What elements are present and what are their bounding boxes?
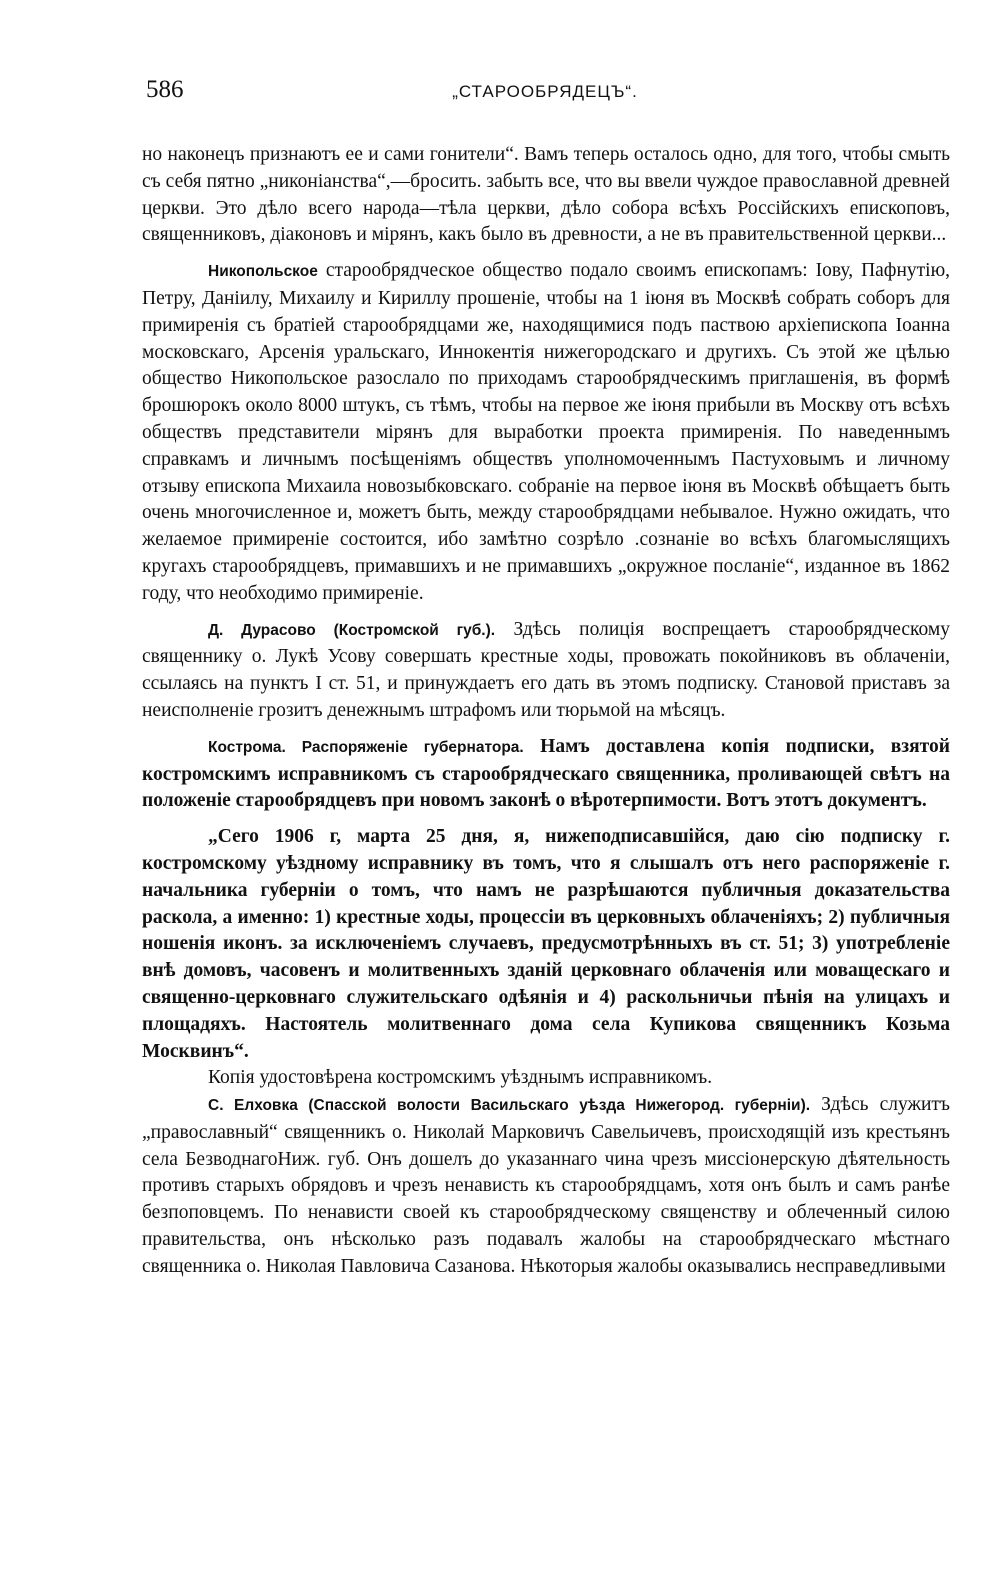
paragraph-text: Здѣсь служитъ „православный“ священникъ о. Николай Марковичъ Савельичевъ, происходящій изъ крестьянъ села БезводнагоНиж. губ. Онъ дошелъ до указаннаго чина чрезъ миссіонерскую дѣятельность противъ старыхъ обрядовъ и чрезъ ненависть къ старообрядцамъ, хотя онъ былъ и самъ ранѣе безпоповцемъ. По ненависти своей къ старообрядческому священству и облеченный силою правительства, онъ нѣсколько разъ подавалъ жалобы на старообрядческаго мѣстнаго священника о. Николая Павловича Сазанова. Нѣкоторыя жалобы оказывались несправедливыми [142,1094,951,1277]
paragraph-durasovo [142,617,950,725]
article-body [142,142,950,1281]
page-header [140,76,950,116]
paragraph-text: Копія удостовѣрена костромскимъ уѣзднымъ исправникомъ. [208,1067,713,1089]
paragraph-text: „Сего 1906 г, марта 25 дня, я, нижеподписавшійся, даю сію подписку г. костромскому уѣздному исправнику въ томъ, что я слышалъ отъ него распоряженіе г. начальника губерніи о томъ, что намъ не разрѣшаются публичныя доказательства раскола, а именно: 1) крестные ходы, процессіи въ церковныхъ облаченіяхъ; 2) публичныя ношенія иконъ. за исключеніемъ случаевъ, предусмотрѣнныхъ въ ст. 51; 3) употребленіе внѣ домовъ, часовенъ и молитвенныхъ зданій церковнаго облаченія или моващескаго и священно-церковнаго служительскаго одѣянія и 4) раскольничьи пѣнія на улицахъ и площадяхъ. Настоятель молитвеннаго дома села Купикова священникъ Козьма Москвинъ“. [142,826,950,1062]
paragraph-nikopol [142,258,950,607]
paragraph-text: но наконецъ признаютъ ее и сами гонители“. Вамъ теперь осталось одно, для того, чтобы смыть съ себя пятно „никоніанства“,—бросить. забыть все, что вы ввели чуждое православной древней церкви. Это дѣло всего народа—тѣла церкви, дѣло собора всѣхъ Россійскихъ епископовъ, священниковъ, діаконовъ и міpянъ, какъ было въ древности, а не въ правительственной церкви... [142,144,950,246]
paragraph-elkhovka [142,1092,950,1281]
paragraph-text: Намъ доставлена копія подписки, взятой костромскимъ исправникомъ съ старообрядческаго священника, проливающей свѣтъ на положеніе старообрядцевъ при новомъ законѣ о вѣротерпимости. Вотъ этотъ документъ. [142,735,950,812]
paragraph-certification [142,1065,950,1092]
running-title: „СТАРООБРЯДЕЦЪ“. [452,82,638,101]
paragraph-lead-in: Кострома. Распоряженіе губернатора. [208,738,524,756]
paragraph-continuation [142,142,950,249]
paragraph-lead-in: Никопольское [208,263,318,281]
paragraph-kostroma [142,734,950,815]
paragraph-document-quote [142,824,950,1065]
page-number: 586 [146,76,184,103]
paragraph-lead-in: Д. Дурасово (Костромской губ.). [208,621,496,639]
paragraph-lead-in: С. Елховка (Спасской волости Васильскаго уѣзда Нижегород. губерніи). [208,1097,811,1115]
paragraph-text: старообрядческое общество подало своимъ епископамъ: Іову, Пафнутію, Петру, Даніилу, Михаилу и Кириллу прошеніе, чтобы на 1 іюня въ Москвѣ собрать соборъ для примиренія съ братіей старообрядцами же, находящимися подъ паствою архіепископа Іоанна московскаго, Арсенія уральскаго, Иннокентія нижегородскаго и другихъ. Съ этой же цѣлью общество Никопольское разослало по приходамъ старообрядческимъ приглашенія, въ формѣ брошюрокъ около 8000 штукъ, съ тѣмъ, чтобы на первое же іюня прибыли въ Москву отъ всѣхъ обществъ представители міpянъ для выработки проекта примиренія. По наведеннымъ справкамъ и личнымъ посѣщеніямъ обществъ уполномоченнымъ Пастуховымъ и личному отзыву епископа Михаила новозыбковскаго. собраніе на первое іюня въ Москвѣ обѣщаетъ быть очень многочисленное и, можетъ быть, между старообрядцами небывалое. Нужно ожидать, что желаемое примиреніе состоится, ибо замѣтно созрѣло .сознаніе во всѣхъ благомыслящихъ кругахъ старообрядцевъ, примавшихъ и не примавшихъ „окружное посланіе“, изданное въ 1862 году, что необходимо примиреніе. [142,260,951,604]
paragraph-text: Здѣсь полиція воспрещаетъ старообрядческому священнику о. Лукѣ Усову совершать крестные ходы, провожать покойниковъ въ облаченіи, ссылаясь на пунктъ I ст. 51, и принуждаетъ его дать въ этомъ подписку. Становой приставъ за неисполненіе грозитъ денежнымъ штрафомъ или тюрьмой на мѣсяцъ. [142,618,951,721]
